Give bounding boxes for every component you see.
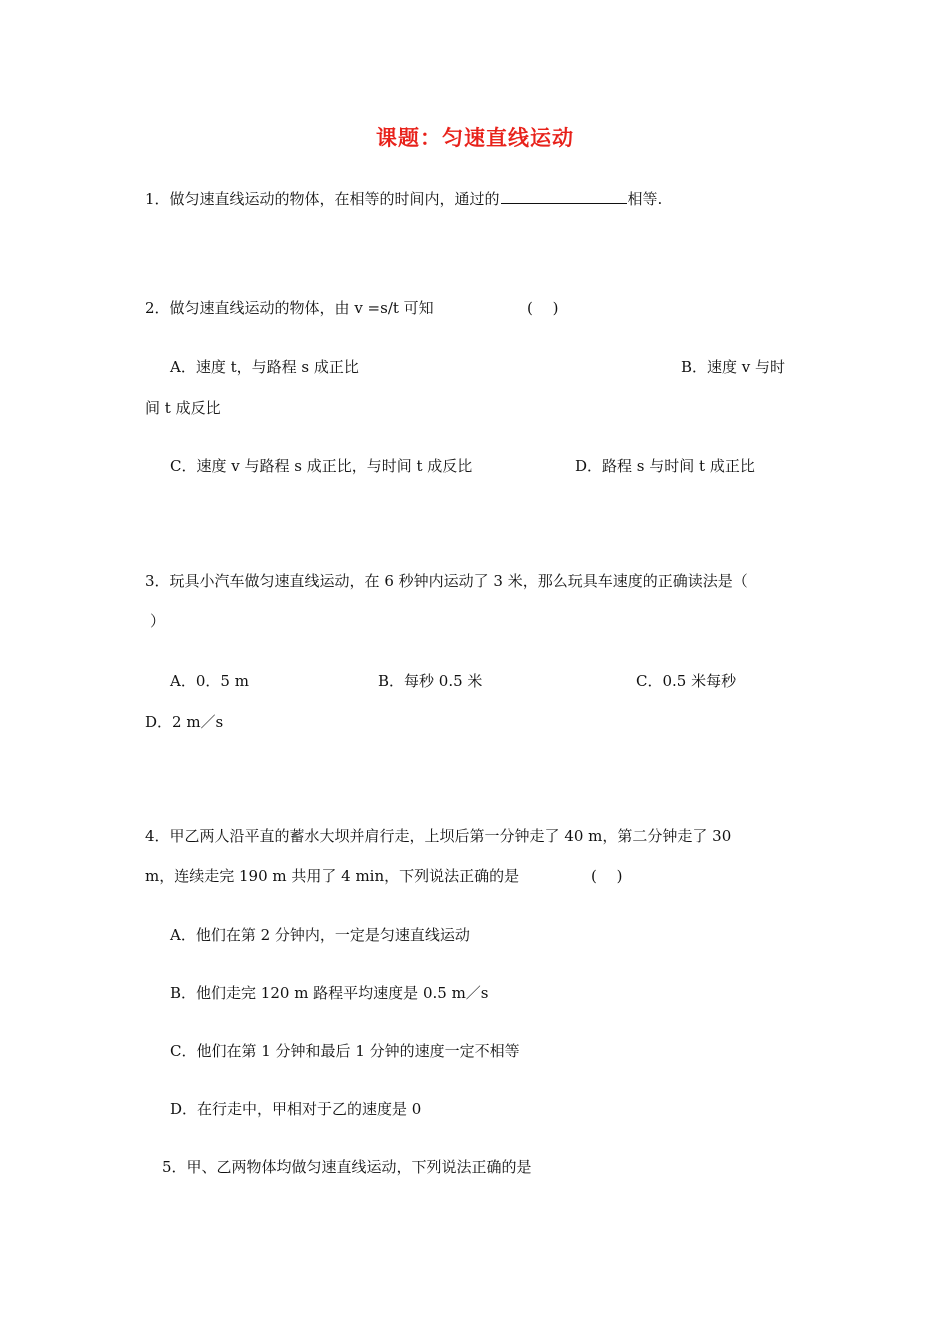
option-a: A．速度 t，与路程 s 成正比 [170,358,359,376]
option-a: A．0．5 m [170,672,249,690]
answer-blank [501,188,627,204]
question-2-stem: 2．做匀速直线运动的物体，由 v =s/t 可知 [145,299,434,317]
option-c: C．0.5 米每秒 [636,672,737,690]
page-title: 课题：匀速直线运动 [376,126,574,150]
option-c: C．他们在第 1 分钟和最后 1 分钟的速度一定不相等 [170,1042,520,1060]
answer-parentheses: ( ) [527,299,559,317]
question-5-stem: 5．甲、乙两物体均做匀速直线运动，下列说法正确的是 [162,1158,532,1176]
option-b: B．速度 v 与时 [681,358,786,376]
question-1-text-end: 相等. [627,190,663,208]
question-1 [145,188,662,209]
question-1-text: 1．做匀速直线运动的物体，在相等的时间内，通过的 [145,190,500,208]
option-b: B．每秒 0.5 米 [378,672,483,690]
option-c: C．速度 v 与路程 s 成正比，与时间 t 成反比 [170,457,473,475]
question-4-stem: 4．甲乙两人沿平直的蓄水大坝并肩行走，上坝后第一分钟走了 40 m，第二分钟走了 30 [145,827,732,845]
answer-parentheses: ( ) [591,867,623,885]
option-d: D．在行走中，甲相对于乙的速度是 0 [170,1100,422,1118]
option-a: A．他们在第 2 分钟内，一定是匀速直线运动 [170,926,470,944]
question-3-stem: 3．玩具小汽车做匀速直线运动，在 6 秒钟内运动了 3 米，那么玩具车速度的正确读法是（ [145,572,748,590]
option-b-continued: 间 t 成反比 [145,399,221,417]
question-3-stem-continued: ） [150,612,166,630]
option-b: B．他们走完 120 m 路程平均速度是 0.5 m／s [170,984,489,1002]
question-4-stem-continued: m，连续走完 190 m 共用了 4 min，下列说法正确的是 [145,867,520,885]
option-d: D．2 m／s [145,713,224,731]
option-d: D．路程 s 与时间 t 成正比 [575,457,755,475]
